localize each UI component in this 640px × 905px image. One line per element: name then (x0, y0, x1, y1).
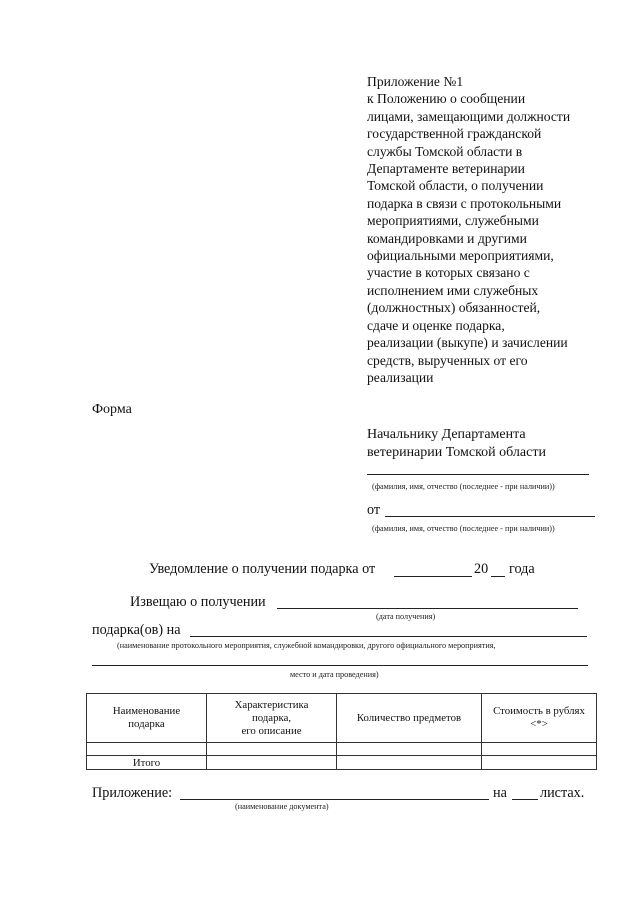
sheets-count-field[interactable] (512, 799, 538, 800)
attachment-doc-field[interactable] (180, 799, 489, 800)
appendix-line: реализации (367, 369, 434, 385)
addressee-block (367, 426, 546, 462)
appendix-line: подарка в связи с протокольными (367, 195, 562, 211)
attachment-label: Приложение: (92, 785, 173, 801)
total-label: Итого (87, 756, 207, 770)
appendix-line: сдаче и оценке подарка, (367, 317, 505, 333)
appendix-line: реализации (выкупе) и зачислении (367, 335, 568, 351)
appendix-line: Департаменте ветеринарии (367, 161, 525, 177)
place-hint: место и дата проведения) (290, 670, 379, 679)
appendix-line: официальными мероприятиями, (367, 248, 554, 264)
appendix-line: средств, вырученных от его (367, 352, 528, 368)
table-cell[interactable] (207, 743, 337, 756)
header-quantity: Количество предметов (337, 694, 482, 743)
header-gift-description: Характеристика подарка, его описание (207, 694, 337, 743)
table-cell[interactable] (87, 743, 207, 756)
appendix-line: лицами, замещающими должности (367, 108, 571, 124)
date-hint: (дата получения) (376, 612, 436, 621)
table-header-row (87, 694, 597, 743)
appendix-line: участие в которых связано с (367, 265, 530, 281)
event-field[interactable] (190, 636, 587, 637)
table-cell[interactable] (482, 756, 597, 770)
appendix-line: государственной гражданской (367, 126, 542, 142)
receipt-date-field[interactable] (277, 608, 578, 609)
fio-hint-2: (фамилия, имя, отчество (последнее - при наличии)) (372, 524, 555, 533)
addressee-line-2: ветеринарии Томской области (367, 445, 546, 460)
addressee-line-1: Начальнику Департамента (367, 427, 526, 442)
gifts-table (86, 693, 597, 770)
attachment-on-label: на (493, 785, 507, 801)
appendix-line: исполнением ими служебных (367, 282, 539, 298)
appendix-header (367, 73, 612, 386)
appendix-line: Приложение №1 (367, 74, 464, 89)
year-suffix: года (509, 561, 535, 577)
notice-title: Уведомление о получении подарка от (149, 561, 376, 577)
gifts-label: подарка(ов) на (92, 622, 181, 638)
head-name-field[interactable] (367, 474, 589, 475)
from-label: от (367, 502, 381, 518)
form-label: Форма (92, 402, 132, 417)
year-field[interactable] (491, 576, 505, 577)
event-field-continued[interactable] (92, 665, 588, 666)
table-cell[interactable] (337, 756, 482, 770)
notice-date-field[interactable] (394, 576, 472, 577)
table-row (87, 743, 597, 756)
sender-name-field[interactable] (385, 516, 595, 517)
table-cell[interactable] (337, 743, 482, 756)
inform-label: Извещаю о получении (130, 594, 266, 610)
sheets-label: листах. (540, 785, 585, 801)
year-prefix: 20 (474, 561, 489, 577)
appendix-line: командировками и другими (367, 230, 527, 246)
fio-hint-1: (фамилия, имя, отчество (последнее - при наличии)) (372, 482, 555, 491)
appendix-line: к Положению о сообщении (367, 91, 526, 107)
appendix-line: службы Томской области в (367, 143, 523, 159)
header-cost: Стоимость в рублях <*> (482, 694, 597, 743)
doc-hint: (наименование документа) (235, 802, 329, 811)
event-hint: (наименование протокольного мероприятия, служебной командировки, другого официального мероприятия, (117, 641, 496, 650)
header-gift-name: Наименование подарка (87, 694, 207, 743)
table-cell[interactable] (482, 743, 597, 756)
table-cell[interactable] (207, 756, 337, 770)
appendix-line: мероприятиями, служебными (367, 213, 539, 229)
appendix-line: Томской области, о получении (367, 178, 544, 194)
appendix-line: (должностных) обязанностей, (367, 300, 541, 316)
table-total-row (87, 756, 597, 770)
